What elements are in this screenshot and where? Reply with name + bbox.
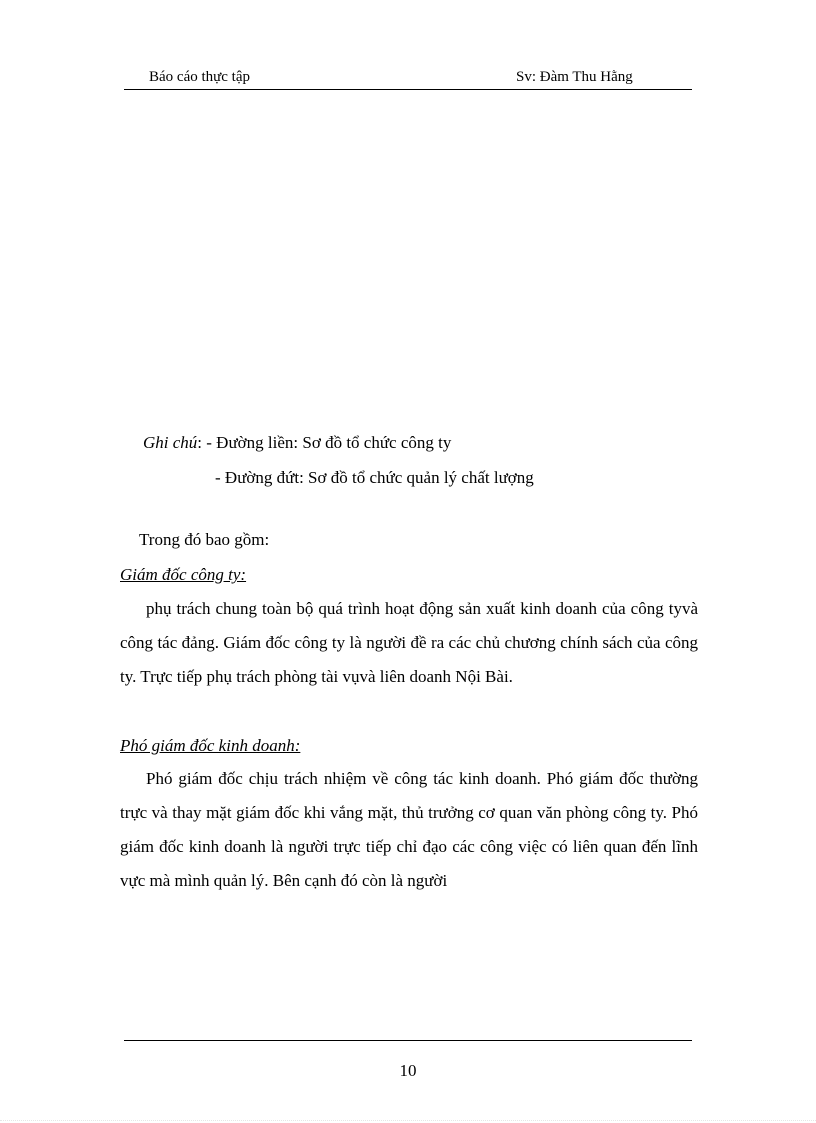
section-paragraph-director: phụ trách chung toàn bộ quá trình hoạt động sản xuất kinh doanh của công tyvà công tác đảng. Giám đốc công ty là người đề ra các chủ chương chính sách của công ty. Trực tiếp phụ trách phòng tài vụvà liên doanh Nội Bài. — [120, 599, 698, 686]
header-student-name: Sv: Đàm Thu Hằng — [516, 69, 633, 85]
note-label: Ghi chú — [143, 433, 198, 452]
section-heading-deputy-director: Phó giám đốc kinh doanh: — [120, 736, 301, 755]
page-number: 10 — [399, 1061, 417, 1080]
page-bottom-edge — [0, 1120, 816, 1121]
section-heading-director: Giám đốc công ty: — [120, 565, 247, 584]
intro-text: Trong đó bao gồm: — [139, 530, 270, 549]
header-divider — [124, 89, 692, 90]
section-paragraph-deputy-director: Phó giám đốc chịu trách nhiệm về công tác kinh doanh. Phó giám đốc thường trực và thay mặt giám đốc khi vắng mặt, thủ trưởng cơ quan văn phòng công ty. Phó giám đốc kinh doanh là người trực tiếp chỉ đạo các công việc có liên quan đến lĩnh vực mà mình quản lý. Bên cạnh đó còn là người — [120, 769, 698, 890]
note-solid-line — [143, 432, 451, 454]
header-report-title: Báo cáo thực tập — [149, 69, 251, 85]
footer-divider — [124, 1040, 692, 1041]
note-dashed-line: - Đường đứt: Sơ đồ tổ chức quản lý chất lượng — [215, 468, 534, 487]
note-solid-line-text: : - Đường liền: Sơ đồ tổ chức công ty — [197, 433, 452, 452]
